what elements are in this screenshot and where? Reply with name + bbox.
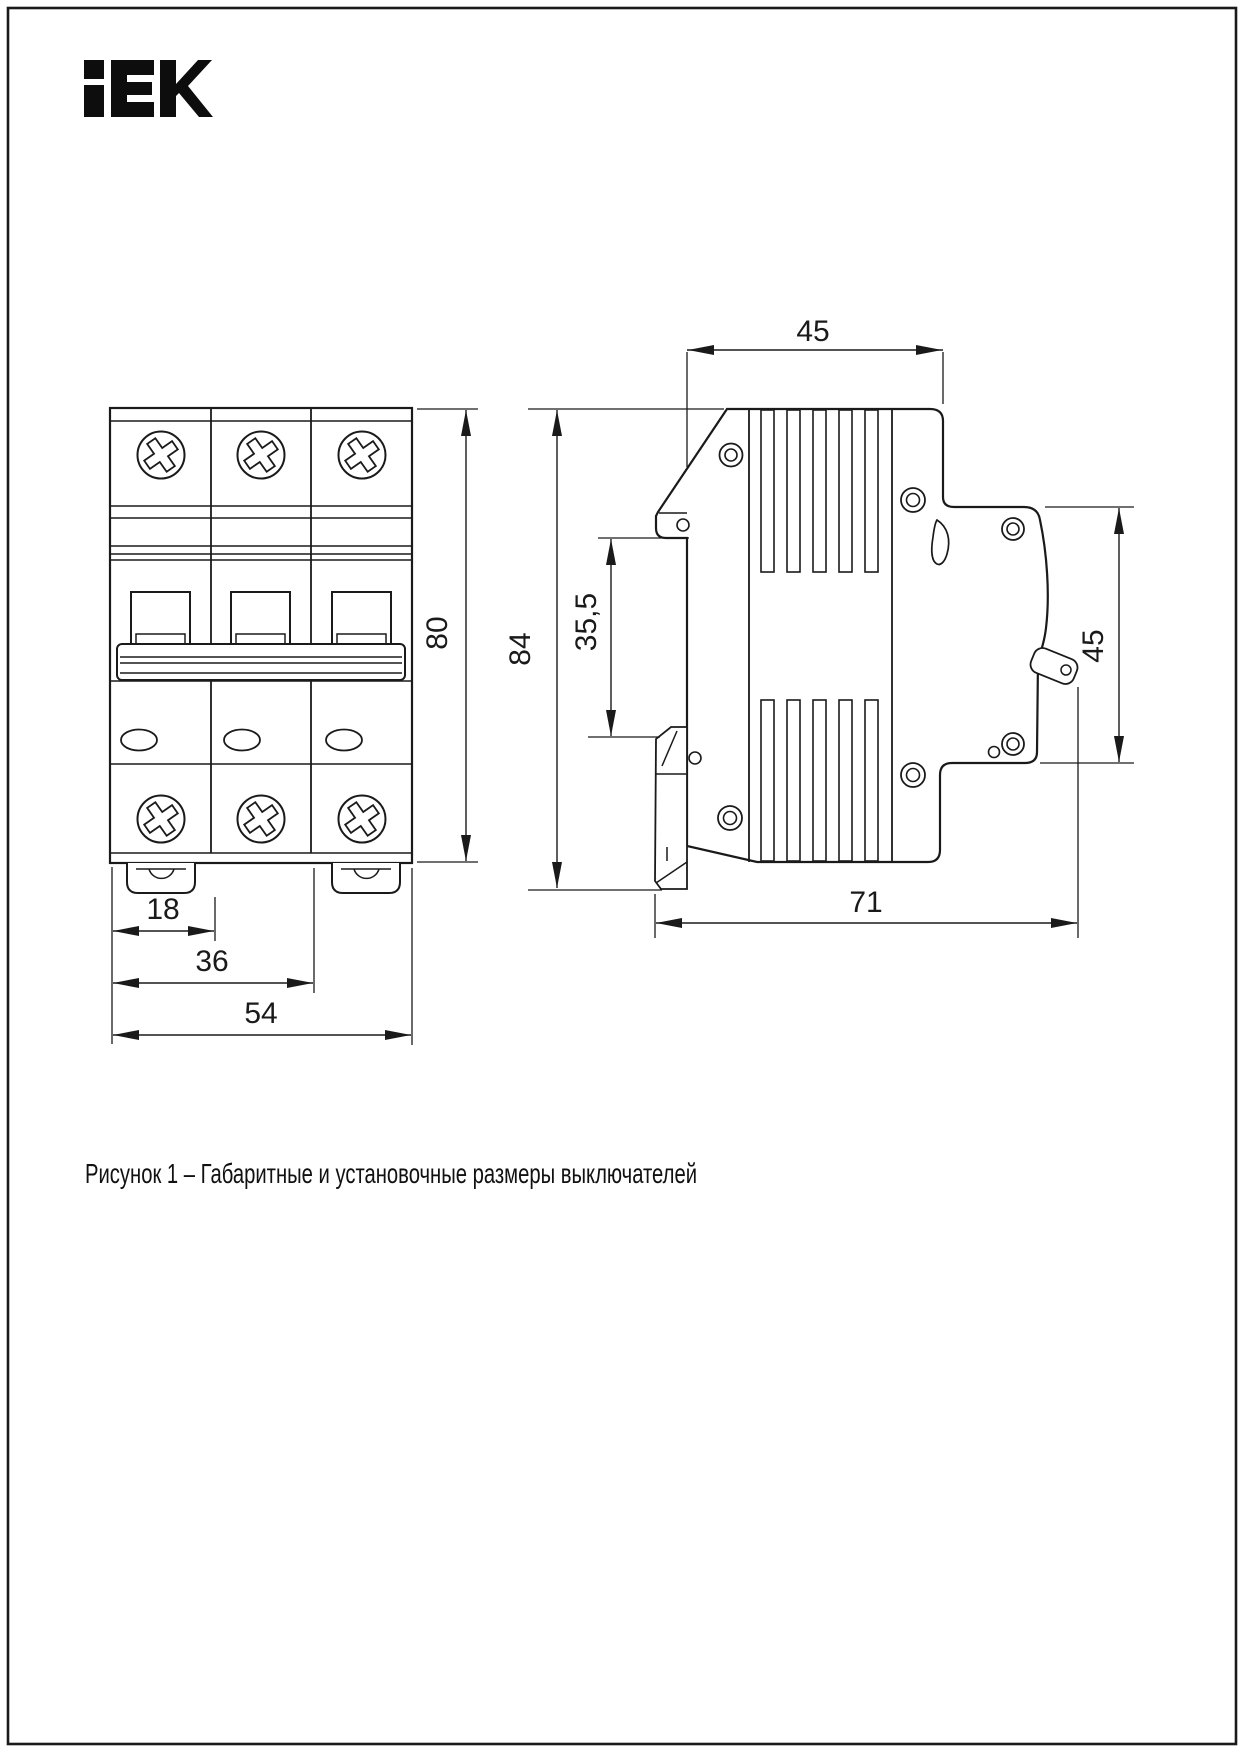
handle-tie-bar <box>117 644 405 680</box>
terminal-screws-bottom <box>137 795 385 842</box>
dim-label-height: 80 <box>421 616 454 650</box>
logo-i-dot <box>84 60 104 79</box>
lug-hole <box>1061 665 1071 675</box>
dim-label-total-width: 54 <box>244 997 278 1030</box>
iek-logo <box>84 60 213 117</box>
dim-label-clip-zone-height: 45 <box>1077 629 1110 663</box>
dim-label-total-height: 84 <box>504 632 537 666</box>
lever-pin-hole <box>677 519 689 531</box>
din-clip-slider <box>655 727 687 889</box>
dim-label-mount-depth: 71 <box>849 886 883 919</box>
dim-label-pole-width: 18 <box>146 893 180 926</box>
logo-i-stem <box>84 85 104 117</box>
logo-e <box>111 60 154 117</box>
terminal-screws-top <box>137 431 385 478</box>
side-view <box>504 315 1134 938</box>
dim-label-module-depth: 45 <box>796 315 830 348</box>
pin-hole <box>989 747 1000 758</box>
pin-hole <box>689 752 701 764</box>
dim-label-rail-offset: 35,5 <box>570 592 603 652</box>
front-view <box>110 408 478 1045</box>
figure-caption: Рисунок 1 – Габаритные и установочные размеры выключателей <box>85 1158 697 1189</box>
dim-label-two-pole-width: 36 <box>195 945 229 978</box>
toggle-levers <box>131 592 391 644</box>
logo-k <box>160 60 213 117</box>
din-clips <box>127 863 400 893</box>
